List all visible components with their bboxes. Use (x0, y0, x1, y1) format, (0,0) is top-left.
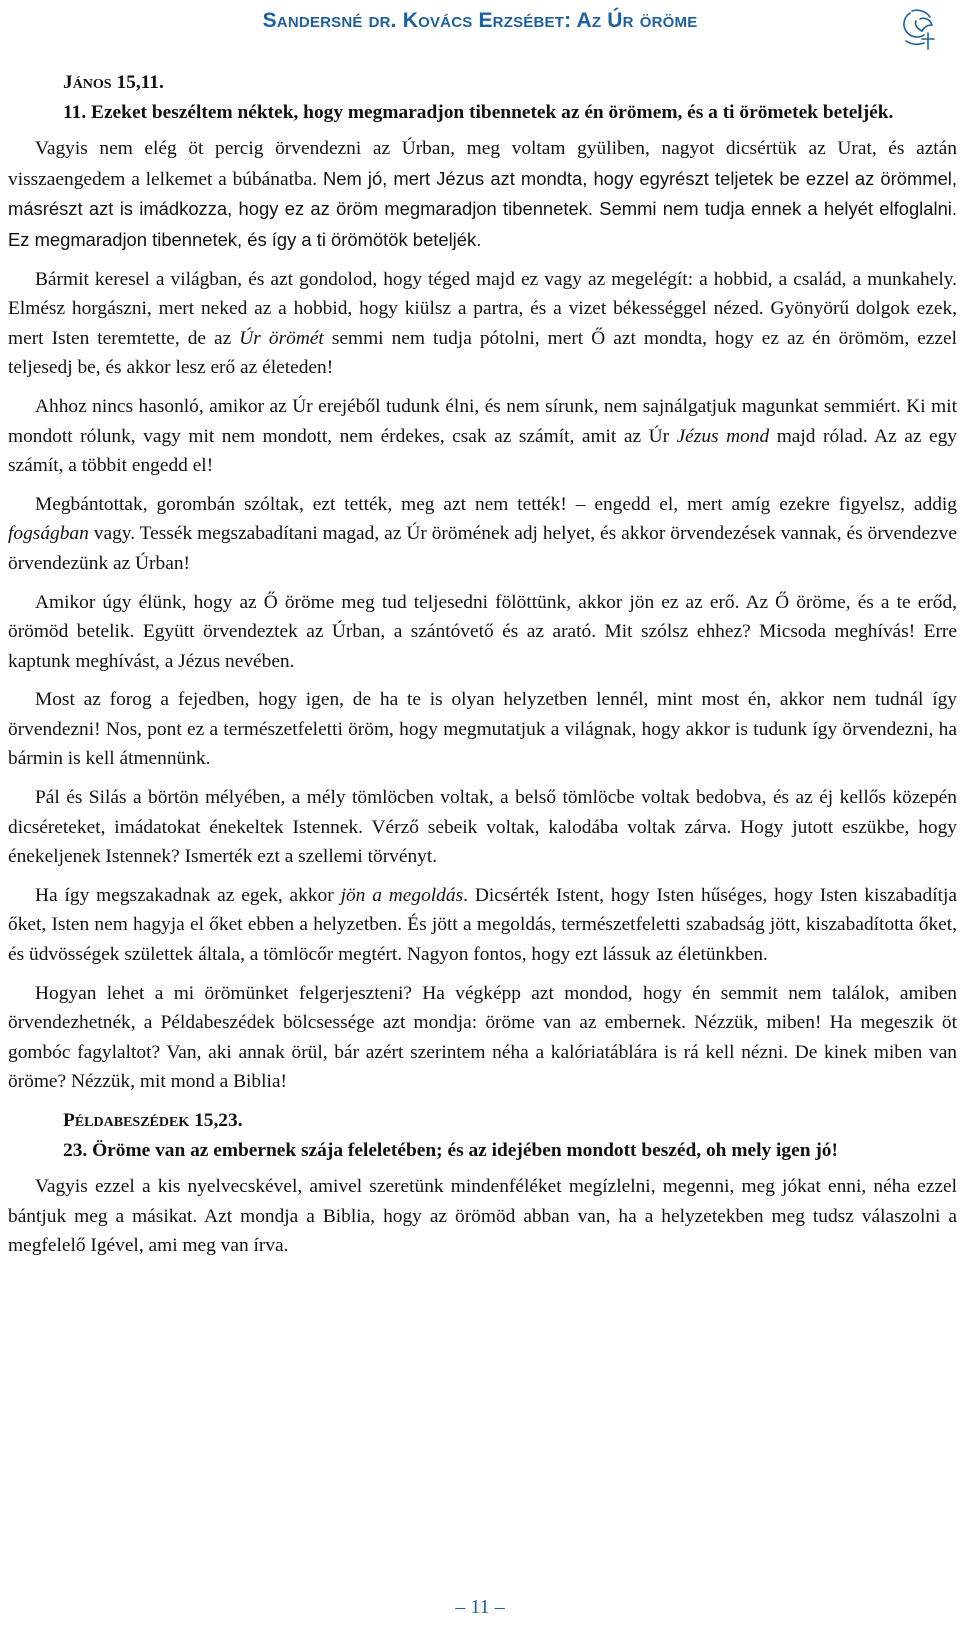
paragraph (8, 685, 957, 774)
bible-quote-proverbs (8, 1106, 957, 1165)
page-header (0, 5, 960, 45)
text-run: Ha így megszakadnak az egek, akkor (35, 884, 341, 906)
italic-phrase: jön a megoldás (340, 884, 464, 906)
text-run: Ahhoz nincs hasonló, amikor az Úr erejéből tudunk élni, és nem sírunk, nem sajnálgatjuk magunkat semmiért. Ki mit mondott rólunk, vagy mit nem mondott, nem érdekes, csak az számít, amit az Úr (8, 395, 957, 447)
paragraph (8, 588, 957, 677)
verse-reference: János 15,11. (63, 72, 164, 93)
paragraph (8, 490, 957, 579)
text-run: Vagyis nem elég öt percig örvendezni az Úrban, meg voltam gyüliben, nagyot dicsértük az Urat, és aztán visszaengedem a lelkemet a búbánatba. (8, 138, 957, 190)
bible-quote-john (8, 68, 957, 127)
text-run: semmi nem tudja pótolni, mert Ő azt mondta, hogy ez az én örömöm, ezzel teljesedj be, és akkor lesz erő az életeden! (8, 327, 958, 379)
paragraph (8, 134, 957, 255)
verse-text: 11. Ezeket beszéltem néktek, hogy megmaradjon tibennetek az én örömem, és a ti örömetek beteljék. (63, 101, 894, 123)
text-run: Most az forog a fejedben, hogy igen, de ha te is olyan helyzetben lennél, mint most én, akkor nem tudnál így örvendezni! Nos, pont ez a természetfeletti öröm, hogy megmutatjuk a világnak, hogy akkor is tudunk így örvendezni, ha bármin is kell átmennünk. (8, 689, 957, 770)
paragraph (8, 265, 957, 383)
paragraph (8, 783, 957, 872)
text-run-sans: Nem jó, mert Jézus azt mondta, hogy egyrészt teljetek be ezzel az örömmel, másrészt azt is imádkozza, hogy ez az öröm megmaradjon tibennetek. Semmi nem tudja ennek a helyét elfoglalni. Ez megmaradjon tibennetek, és így a ti örömötök beteljék. (8, 167, 958, 250)
text-run: Bármit keresel a világban, és azt gondolod, hogy téged majd ez vagy az megelégít: a hobbid, a család, a munkahely. Elmész horgászni, mert neked az a hobbid, hogy kiülsz a partra, és a vizet békességgel nézed. Gyönyörű dolgok ezek, mert Isten teremtette, de az (8, 268, 957, 349)
text-run: Pál és Silás a börtön mélyében, a mély tömlöcben voltak, a belső tömlöcbe voltak bedobva, és az éj kellős közepén dicséreteket, imádatokat énekeltek Istennek. Vérző sebeik voltak, kalodába voltak zárva. Hogy jutott eszükbe, hogy énekeljenek Istennek? Ismerték ezt a szellemi törvényt. (8, 787, 957, 868)
text-run: vagy. Tessék megszabadítani magad, az Úr örömének adj helyet, és akkor örvendezések vannak, és örvendezve örvendezünk az Úrban! (8, 523, 957, 574)
italic-phrase: Jézus mond (676, 425, 770, 447)
text-run: majd rólad. Az az egy számít, a többit engedd el! (8, 425, 958, 477)
page-number: – 11 – (455, 1596, 505, 1618)
running-title: Sandersné dr. Kovács Erzsébet: Az Úr öröme (262, 9, 698, 32)
verse-text: 23. Öröme van az embernek szája feleletében; és az idejében mondott beszéd, oh mely igen jó! (63, 1139, 838, 1161)
paragraph (8, 392, 957, 481)
paragraph (8, 979, 957, 1097)
italic-phrase: fogságban (8, 523, 89, 545)
text-run: Amikor úgy élünk, hogy az Ő öröme meg tud teljesedni fölöttünk, akkor jön ez az erő. Az Ő öröme, és a te erőd, örömöd betelik. Együtt örvendeztek az Úrban, a szántóvető és az arató. Mit szólsz ehhez? Micsoda meghívás! Erre kaptunk meghívást, a Jézus nevében. (8, 591, 957, 672)
dove-cross-icon (898, 5, 942, 51)
document-body (8, 68, 957, 1270)
paragraph (8, 881, 957, 970)
verse-reference: Példabeszédek 15,23. (63, 1110, 243, 1131)
italic-phrase: Úr örömét (239, 327, 324, 349)
text-run: Megbántottak, gorombán szóltak, ezt tették, meg azt nem tették! – engedd el, mert amíg ezekre figyelsz, addig (35, 493, 957, 515)
text-run: Vagyis ezzel a kis nyelvecskével, amivel szeretünk mindenféléket megízlelni, megenni, meg jókat enni, néha ezzel bántjuk meg a másikat. Azt mondja a Biblia, hogy az örömöd abban van, ha a helyzetekben meg tudsz válaszolni a megfelelő Igével, ami meg van írva. (8, 1176, 957, 1257)
text-run: Hogyan lehet a mi örömünket felgerjeszteni? Ha végképp azt mondod, hogy én semmit nem találok, amiben örvendezhetnék, a Példabeszédek bölcsessége azt mondja: öröme van az embernek. Nézzük, miben! Ha megeszik öt gombóc fagylaltot? Van, aki annak örül, bár azért szerintem néha a kalóriatáblára is rá kell nézni. De kinek miben van öröme? Nézzük, mit mond a Biblia! (8, 982, 957, 1093)
text-run: . Dicsérték Istent, hogy Isten hűséges, hogy Isten kiszabadítja őket, Isten nem hagyja el őket ebben a helyzetben. És jött a megoldás, természetfeletti szabadság jött, kiszabadította őket, és üdvösségek születtek általa, a tömlöcőr megtért. Nagyon fontos, hogy ezt lássuk az életünkben. (8, 884, 957, 966)
paragraph (8, 1172, 957, 1261)
